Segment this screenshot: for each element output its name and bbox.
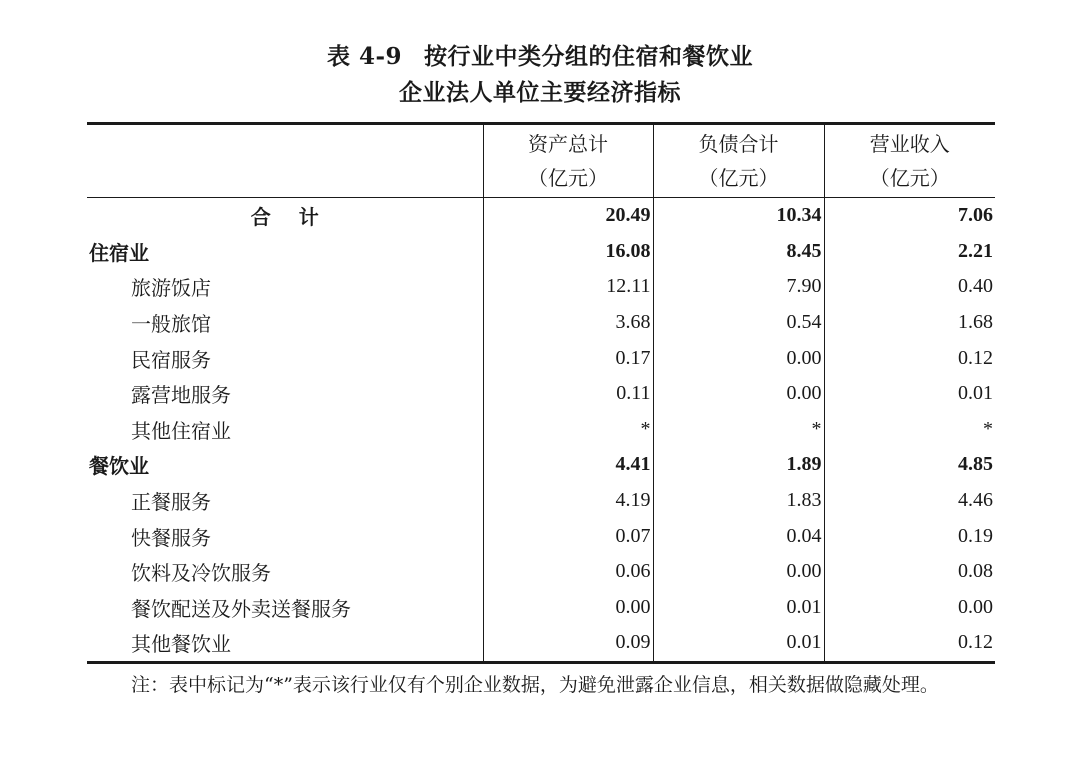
liabilities-cell: 1.83 xyxy=(653,483,824,519)
table-row xyxy=(87,625,995,662)
row-label: 饮料及冷饮服务 xyxy=(131,561,271,586)
liabilities-cell: 0.00 xyxy=(653,554,824,590)
table-row xyxy=(87,269,995,305)
liabilities-cell: 0.00 xyxy=(653,376,824,412)
total-revenue-cell: 7.06 xyxy=(824,198,995,234)
row-label: 住宿业 xyxy=(89,240,149,265)
table-row xyxy=(87,590,995,626)
assets-cell: * xyxy=(483,412,653,448)
assets-cell: 0.17 xyxy=(483,340,653,376)
row-label: 快餐服务 xyxy=(131,525,211,550)
assets-cell: 12.11 xyxy=(483,269,653,305)
header-total-assets xyxy=(483,124,653,198)
revenue-cell: 2.21 xyxy=(824,234,995,270)
liabilities-cell: 0.04 xyxy=(653,518,824,554)
assets-cell: 3.68 xyxy=(483,305,653,341)
total-label-b: 计 xyxy=(298,205,319,230)
header-unit: （亿元） xyxy=(528,166,608,190)
row-label: 一般旅馆 xyxy=(131,312,211,337)
table-row xyxy=(87,376,995,412)
table-row xyxy=(87,305,995,341)
table-row xyxy=(87,554,995,590)
row-label: 其他住宿业 xyxy=(131,418,231,443)
assets-cell: 0.11 xyxy=(483,376,653,412)
revenue-cell: 0.19 xyxy=(824,518,995,554)
revenue-cell: 4.85 xyxy=(824,447,995,483)
liabilities-cell: * xyxy=(653,412,824,448)
header-operating-revenue xyxy=(824,124,995,198)
header-label: 负债合计 xyxy=(698,132,779,156)
header-unit: （亿元） xyxy=(869,166,950,190)
revenue-cell: 1.68 xyxy=(824,305,995,341)
revenue-cell: 0.40 xyxy=(824,269,995,305)
assets-cell: 4.41 xyxy=(483,447,653,483)
total-label-a: 合 xyxy=(250,205,271,230)
header-unit: （亿元） xyxy=(698,166,779,190)
revenue-cell: * xyxy=(824,412,995,448)
revenue-cell: 0.00 xyxy=(824,590,995,626)
indicators-table xyxy=(87,122,995,664)
header-row xyxy=(87,124,995,198)
assets-cell: 4.19 xyxy=(483,483,653,519)
assets-cell: 0.07 xyxy=(483,518,653,554)
assets-cell: 0.06 xyxy=(483,554,653,590)
total-row xyxy=(87,198,995,234)
header-total-liabilities xyxy=(653,124,824,198)
total-assets-cell: 20.49 xyxy=(483,198,653,234)
row-label: 旅游饭店 xyxy=(131,276,211,301)
table-row xyxy=(87,483,995,519)
liabilities-cell: 1.89 xyxy=(653,447,824,483)
row-label: 民宿服务 xyxy=(131,347,211,372)
table-title-line1 xyxy=(0,38,1080,71)
liabilities-cell: 0.54 xyxy=(653,305,824,341)
section-row xyxy=(87,234,995,270)
total-label xyxy=(87,198,483,234)
header-label: 资产总计 xyxy=(528,132,608,156)
header-label: 营业收入 xyxy=(869,132,950,156)
liabilities-cell: 0.01 xyxy=(653,590,824,626)
row-label: 露营地服务 xyxy=(131,383,231,408)
assets-cell: 0.00 xyxy=(483,590,653,626)
row-label: 餐饮配送及外卖送餐服务 xyxy=(131,596,351,621)
table-number: 表 4-9 xyxy=(326,43,403,70)
table-row xyxy=(87,340,995,376)
revenue-cell: 0.08 xyxy=(824,554,995,590)
table-row xyxy=(87,518,995,554)
assets-cell: 16.08 xyxy=(483,234,653,270)
row-label: 其他餐饮业 xyxy=(131,632,231,657)
liabilities-cell: 0.01 xyxy=(653,625,824,662)
table-title-main: 按行业中类分组的住宿和餐饮业 xyxy=(424,43,754,70)
table-title-line2: 企业法人单位主要经济指标 xyxy=(399,79,681,106)
liabilities-cell: 8.45 xyxy=(653,234,824,270)
table-row xyxy=(87,412,995,448)
revenue-cell: 0.12 xyxy=(824,625,995,662)
liabilities-cell: 0.00 xyxy=(653,340,824,376)
footnote: 注：表中标记为“*”表示该行业仅有个别企业数据，为避免泄露企业信息，相关数据做隐藏处理。 xyxy=(131,674,939,696)
row-label: 正餐服务 xyxy=(131,490,211,515)
liabilities-cell: 7.90 xyxy=(653,269,824,305)
section-row xyxy=(87,447,995,483)
total-liabilities-cell: 10.34 xyxy=(653,198,824,234)
revenue-cell: 4.46 xyxy=(824,483,995,519)
assets-cell: 0.09 xyxy=(483,625,653,662)
revenue-cell: 0.01 xyxy=(824,376,995,412)
header-blank-cell xyxy=(87,124,483,198)
row-label: 餐饮业 xyxy=(89,454,149,479)
revenue-cell: 0.12 xyxy=(824,340,995,376)
